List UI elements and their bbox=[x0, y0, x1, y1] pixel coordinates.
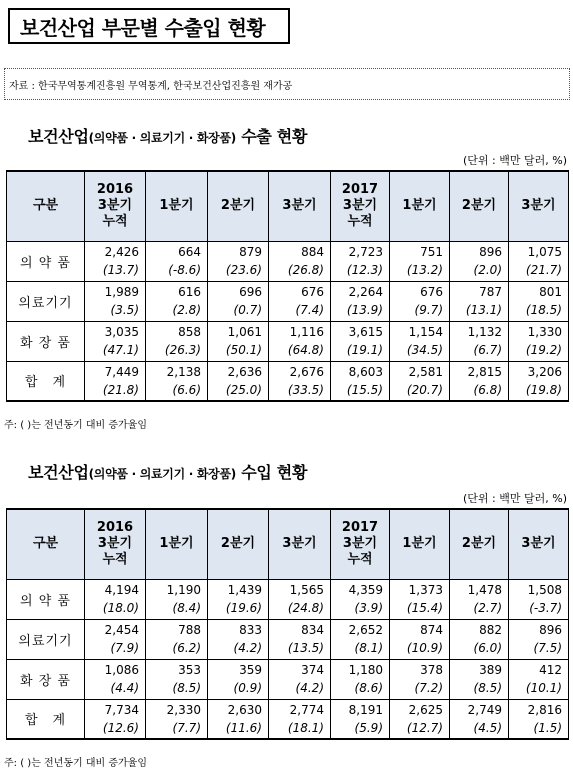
header-cum-q3: 3분기 bbox=[342, 198, 378, 214]
cell-growth-rate: (6.7) bbox=[473, 343, 502, 357]
table-cell bbox=[85, 579, 146, 619]
cell-growth-rate: (18.1) bbox=[287, 720, 324, 735]
header-year-2017: 2017 bbox=[341, 182, 379, 198]
header-q1: 1분기 bbox=[146, 171, 208, 241]
cell-growth-rate: (18.5) bbox=[525, 303, 562, 317]
cell-value: 4,359 bbox=[348, 583, 383, 597]
cell-growth-rate: (6.8) bbox=[473, 382, 502, 397]
table-cell bbox=[146, 361, 208, 401]
cell-growth-rate: (26.8) bbox=[287, 263, 324, 277]
header-2016-cumulative bbox=[85, 509, 146, 579]
row-label: 합 계 bbox=[7, 699, 85, 739]
table-cell bbox=[331, 659, 390, 699]
cell-value: 1,132 bbox=[467, 325, 502, 339]
cell-growth-rate: (2.7) bbox=[473, 601, 502, 615]
row-label: 의 약 품 bbox=[7, 579, 85, 619]
cell-growth-rate: (50.1) bbox=[225, 343, 262, 357]
row-label: 의료기기 bbox=[7, 619, 85, 659]
table-cell bbox=[331, 281, 390, 321]
cell-value: 2,749 bbox=[467, 702, 502, 717]
cell-growth-rate: (47.1) bbox=[102, 343, 139, 357]
cell-value: 1,154 bbox=[408, 325, 443, 339]
table-cell bbox=[208, 659, 269, 699]
cell-value: 2,630 bbox=[227, 702, 262, 717]
header-q3: 3분기 bbox=[269, 509, 331, 579]
header-q1: 1분기 bbox=[390, 171, 450, 241]
table-cell bbox=[390, 241, 450, 281]
cell-growth-rate: (10.1) bbox=[525, 681, 562, 695]
table-row bbox=[7, 241, 569, 281]
header-year-2016: 2016 bbox=[96, 182, 134, 198]
table-cell bbox=[450, 281, 509, 321]
cell-growth-rate: (18.0) bbox=[102, 601, 139, 615]
table-row bbox=[7, 361, 569, 401]
row-label: 화 장 품 bbox=[7, 321, 85, 361]
cell-value: 2,652 bbox=[348, 623, 383, 637]
header-category: 구분 bbox=[7, 171, 85, 241]
cell-value: 353 bbox=[178, 663, 201, 677]
header-q3: 3분기 bbox=[509, 509, 569, 579]
table-cell bbox=[509, 619, 569, 659]
table-row bbox=[7, 659, 569, 699]
cell-value: 8,191 bbox=[348, 702, 383, 717]
cell-value: 389 bbox=[479, 663, 502, 677]
row-label: 의료기기 bbox=[7, 281, 85, 321]
cell-growth-rate: (15.4) bbox=[406, 601, 443, 615]
cell-growth-rate: (26.3) bbox=[164, 343, 201, 357]
header-cum-q3: 3분기 bbox=[342, 536, 378, 552]
table-cell bbox=[509, 699, 569, 739]
table-cell bbox=[390, 619, 450, 659]
cell-value: 787 bbox=[479, 285, 502, 299]
cell-growth-rate: (13.9) bbox=[346, 303, 383, 317]
cell-growth-rate: (2.0) bbox=[473, 263, 502, 277]
import-title-sub: (의약품 · 의료기기 · 화장품) bbox=[88, 467, 236, 481]
table-cell bbox=[390, 281, 450, 321]
cell-value: 2,581 bbox=[408, 364, 443, 379]
table-cell bbox=[450, 699, 509, 739]
header-q2: 2분기 bbox=[208, 509, 269, 579]
table-cell bbox=[331, 579, 390, 619]
table-cell bbox=[509, 321, 569, 361]
cell-growth-rate: (13.1) bbox=[465, 303, 502, 317]
cell-value: 1,989 bbox=[104, 285, 139, 299]
table-row bbox=[7, 619, 569, 659]
header-year-2017: 2017 bbox=[341, 520, 379, 536]
cell-growth-rate: (13.2) bbox=[406, 263, 443, 277]
cell-growth-rate: (12.7) bbox=[406, 720, 443, 735]
table-cell bbox=[85, 699, 146, 739]
header-category: 구분 bbox=[7, 509, 85, 579]
cell-value: 2,676 bbox=[289, 364, 324, 379]
cell-value: 2,816 bbox=[527, 702, 562, 717]
table-cell bbox=[450, 619, 509, 659]
cell-value: 882 bbox=[479, 623, 502, 637]
cell-growth-rate: (7.5) bbox=[533, 641, 562, 655]
cell-value: 7,449 bbox=[104, 364, 139, 379]
export-title-sub: (의약품 · 의료기기 · 화장품) bbox=[88, 131, 236, 145]
cell-growth-rate: (7.4) bbox=[295, 303, 324, 317]
cell-growth-rate: (4.5) bbox=[473, 720, 502, 735]
cell-value: 1,061 bbox=[227, 325, 262, 339]
table-cell bbox=[85, 321, 146, 361]
cell-growth-rate: (12.6) bbox=[102, 720, 139, 735]
cell-value: 1,330 bbox=[527, 325, 562, 339]
cell-value: 676 bbox=[420, 285, 443, 299]
cell-growth-rate: (19.1) bbox=[346, 343, 383, 357]
table-cell bbox=[331, 361, 390, 401]
table-cell bbox=[390, 361, 450, 401]
table-row bbox=[7, 579, 569, 619]
table-cell bbox=[269, 321, 331, 361]
header-cum-label: 누적 bbox=[347, 552, 373, 568]
cell-value: 879 bbox=[239, 245, 262, 259]
row-label: 합 계 bbox=[7, 361, 85, 401]
import-section-title bbox=[28, 460, 307, 483]
cell-growth-rate: (5.9) bbox=[354, 720, 383, 735]
cell-growth-rate: (23.6) bbox=[225, 263, 262, 277]
header-q2: 2분기 bbox=[450, 509, 509, 579]
cell-growth-rate: (12.3) bbox=[346, 263, 383, 277]
table-cell bbox=[208, 321, 269, 361]
cell-value: 412 bbox=[539, 663, 562, 677]
table-cell bbox=[208, 241, 269, 281]
export-title-end: 수출 현황 bbox=[235, 127, 308, 146]
table-cell bbox=[450, 579, 509, 619]
cell-growth-rate: (21.7) bbox=[525, 263, 562, 277]
cell-growth-rate: (11.6) bbox=[225, 720, 262, 735]
cell-growth-rate: (1.5) bbox=[533, 720, 562, 735]
cell-growth-rate: (6.6) bbox=[172, 382, 201, 397]
cell-value: 3,206 bbox=[527, 364, 562, 379]
cell-value: 2,138 bbox=[166, 364, 201, 379]
cell-value: 359 bbox=[239, 663, 262, 677]
cell-growth-rate: (0.7) bbox=[233, 303, 262, 317]
cell-value: 2,625 bbox=[408, 702, 443, 717]
cell-growth-rate: (64.8) bbox=[287, 343, 324, 357]
cell-value: 3,615 bbox=[348, 325, 383, 339]
cell-growth-rate: (13.7) bbox=[102, 263, 139, 277]
header-cum-label: 누적 bbox=[102, 552, 128, 568]
header-q1: 1분기 bbox=[146, 509, 208, 579]
table-cell bbox=[146, 579, 208, 619]
cell-growth-rate: (19.6) bbox=[225, 601, 262, 615]
import-title-main: 보건산업 bbox=[28, 463, 89, 482]
table-cell bbox=[509, 361, 569, 401]
cell-value: 2,723 bbox=[348, 245, 383, 259]
table-cell bbox=[269, 241, 331, 281]
header-cum-q3: 3분기 bbox=[97, 536, 133, 552]
cell-value: 2,815 bbox=[467, 364, 502, 379]
table-cell bbox=[450, 361, 509, 401]
header-q3: 3분기 bbox=[269, 171, 331, 241]
import-title-end: 수입 현황 bbox=[235, 463, 308, 482]
cell-value: 1,565 bbox=[289, 583, 324, 597]
cell-value: 2,264 bbox=[348, 285, 383, 299]
cell-growth-rate: (3.9) bbox=[354, 601, 383, 615]
table-cell bbox=[208, 281, 269, 321]
cell-value: 1,373 bbox=[408, 583, 443, 597]
page-title: 보건산업 부문별 수출입 현황 bbox=[8, 8, 290, 44]
export-section-title bbox=[28, 124, 307, 147]
cell-growth-rate: (8.5) bbox=[473, 681, 502, 695]
cell-growth-rate: (2.8) bbox=[172, 303, 201, 317]
cell-growth-rate: (21.8) bbox=[102, 382, 139, 397]
table-cell bbox=[85, 659, 146, 699]
cell-growth-rate: (-8.6) bbox=[168, 263, 201, 277]
table-cell bbox=[85, 619, 146, 659]
cell-growth-rate: (15.5) bbox=[346, 382, 383, 397]
table-cell bbox=[208, 619, 269, 659]
table-cell bbox=[331, 619, 390, 659]
table-cell bbox=[146, 659, 208, 699]
cell-growth-rate: (3.5) bbox=[110, 303, 139, 317]
cell-value: 858 bbox=[178, 325, 201, 339]
cell-value: 833 bbox=[239, 623, 262, 637]
cell-growth-rate: (6.2) bbox=[172, 641, 201, 655]
cell-value: 664 bbox=[178, 245, 201, 259]
table-cell bbox=[85, 361, 146, 401]
table-cell bbox=[146, 321, 208, 361]
cell-value: 1,180 bbox=[348, 663, 383, 677]
cell-value: 696 bbox=[239, 285, 262, 299]
header-q1: 1분기 bbox=[390, 509, 450, 579]
cell-value: 374 bbox=[301, 663, 324, 677]
header-cum-label: 누적 bbox=[347, 214, 373, 230]
table-cell bbox=[146, 281, 208, 321]
import-header-row bbox=[7, 509, 569, 579]
header-cum-label: 누적 bbox=[102, 214, 128, 230]
cell-value: 874 bbox=[420, 623, 443, 637]
cell-growth-rate: (6.0) bbox=[473, 641, 502, 655]
table-cell bbox=[509, 281, 569, 321]
table-cell bbox=[390, 699, 450, 739]
import-table bbox=[6, 508, 569, 740]
row-label: 의 약 품 bbox=[7, 241, 85, 281]
cell-growth-rate: (7.2) bbox=[414, 681, 443, 695]
cell-growth-rate: (19.8) bbox=[525, 382, 562, 397]
cell-growth-rate: (34.5) bbox=[406, 343, 443, 357]
cell-growth-rate: (4.2) bbox=[233, 641, 262, 655]
cell-value: 8,603 bbox=[348, 364, 383, 379]
cell-value: 2,454 bbox=[104, 623, 139, 637]
cell-growth-rate: (4.2) bbox=[295, 681, 324, 695]
cell-growth-rate: (-3.7) bbox=[529, 601, 562, 615]
cell-value: 616 bbox=[178, 285, 201, 299]
table-row bbox=[7, 281, 569, 321]
cell-value: 3,035 bbox=[104, 325, 139, 339]
table-cell bbox=[269, 699, 331, 739]
table-cell bbox=[269, 619, 331, 659]
cell-value: 378 bbox=[420, 663, 443, 677]
cell-value: 2,636 bbox=[227, 364, 262, 379]
cell-growth-rate: (20.7) bbox=[406, 382, 443, 397]
cell-value: 2,426 bbox=[104, 245, 139, 259]
table-cell bbox=[208, 699, 269, 739]
table-cell bbox=[450, 321, 509, 361]
table-cell bbox=[146, 619, 208, 659]
cell-value: 896 bbox=[479, 245, 502, 259]
import-note: 주: ( )는 전년동기 대비 증가율임 bbox=[4, 758, 147, 769]
export-title-main: 보건산업 bbox=[28, 127, 89, 146]
table-cell bbox=[331, 699, 390, 739]
table-cell bbox=[450, 241, 509, 281]
cell-value: 834 bbox=[301, 623, 324, 637]
export-note: 주: ( )는 전년동기 대비 증가율임 bbox=[4, 420, 147, 431]
import-unit: (단위 : 백만 달러, %) bbox=[463, 492, 567, 505]
cell-value: 4,194 bbox=[104, 583, 139, 597]
export-table bbox=[6, 170, 569, 402]
cell-value: 1,190 bbox=[166, 583, 201, 597]
cell-growth-rate: (8.6) bbox=[354, 681, 383, 695]
cell-value: 2,330 bbox=[166, 702, 201, 717]
cell-growth-rate: (0.9) bbox=[233, 681, 262, 695]
table-cell bbox=[85, 241, 146, 281]
table-cell bbox=[450, 659, 509, 699]
cell-growth-rate: (19.2) bbox=[525, 343, 562, 357]
header-2016-cumulative bbox=[85, 171, 146, 241]
table-cell bbox=[146, 241, 208, 281]
cell-value: 1,086 bbox=[104, 663, 139, 677]
header-q2: 2분기 bbox=[450, 171, 509, 241]
cell-value: 7,734 bbox=[104, 702, 139, 717]
header-2017-cumulative bbox=[331, 171, 390, 241]
table-cell bbox=[509, 579, 569, 619]
table-cell bbox=[331, 241, 390, 281]
table-cell bbox=[85, 281, 146, 321]
header-year-2016: 2016 bbox=[96, 520, 134, 536]
cell-growth-rate: (8.4) bbox=[172, 601, 201, 615]
cell-growth-rate: (10.9) bbox=[406, 641, 443, 655]
table-cell bbox=[269, 659, 331, 699]
cell-value: 884 bbox=[301, 245, 324, 259]
table-cell bbox=[208, 361, 269, 401]
source-note: 자료 : 한국무역통계진흥원 무역통계, 한국보건산업진흥원 재가공 bbox=[4, 68, 570, 100]
header-cum-q3: 3분기 bbox=[97, 198, 133, 214]
row-label: 화 장 품 bbox=[7, 659, 85, 699]
cell-growth-rate: (24.8) bbox=[287, 601, 324, 615]
cell-value: 788 bbox=[178, 623, 201, 637]
cell-value: 1,508 bbox=[527, 583, 562, 597]
table-cell bbox=[390, 321, 450, 361]
export-header-row bbox=[7, 171, 569, 241]
cell-growth-rate: (8.1) bbox=[354, 641, 383, 655]
cell-value: 1,439 bbox=[227, 583, 262, 597]
table-cell bbox=[269, 361, 331, 401]
header-q3: 3분기 bbox=[509, 171, 569, 241]
table-cell bbox=[146, 699, 208, 739]
table-cell bbox=[509, 241, 569, 281]
cell-growth-rate: (9.7) bbox=[414, 303, 443, 317]
table-row bbox=[7, 321, 569, 361]
cell-growth-rate: (13.5) bbox=[287, 641, 324, 655]
table-cell bbox=[509, 659, 569, 699]
table-cell bbox=[331, 321, 390, 361]
cell-growth-rate: (4.4) bbox=[110, 681, 139, 695]
cell-growth-rate: (33.5) bbox=[287, 382, 324, 397]
table-cell bbox=[269, 281, 331, 321]
table-cell bbox=[390, 659, 450, 699]
table-row bbox=[7, 699, 569, 739]
cell-value: 1,075 bbox=[527, 245, 562, 259]
table-cell bbox=[269, 579, 331, 619]
cell-growth-rate: (7.7) bbox=[172, 720, 201, 735]
header-2017-cumulative bbox=[331, 509, 390, 579]
cell-value: 801 bbox=[539, 285, 562, 299]
cell-growth-rate: (8.5) bbox=[172, 681, 201, 695]
table-cell bbox=[390, 579, 450, 619]
cell-value: 896 bbox=[539, 623, 562, 637]
cell-growth-rate: (25.0) bbox=[225, 382, 262, 397]
cell-growth-rate: (7.9) bbox=[110, 641, 139, 655]
cell-value: 1,116 bbox=[289, 325, 324, 339]
cell-value: 1,478 bbox=[467, 583, 502, 597]
export-unit: (단위 : 백만 달러, %) bbox=[463, 154, 567, 167]
cell-value: 2,774 bbox=[289, 702, 324, 717]
cell-value: 751 bbox=[420, 245, 443, 259]
cell-value: 676 bbox=[301, 285, 324, 299]
table-cell bbox=[208, 579, 269, 619]
header-q2: 2분기 bbox=[208, 171, 269, 241]
